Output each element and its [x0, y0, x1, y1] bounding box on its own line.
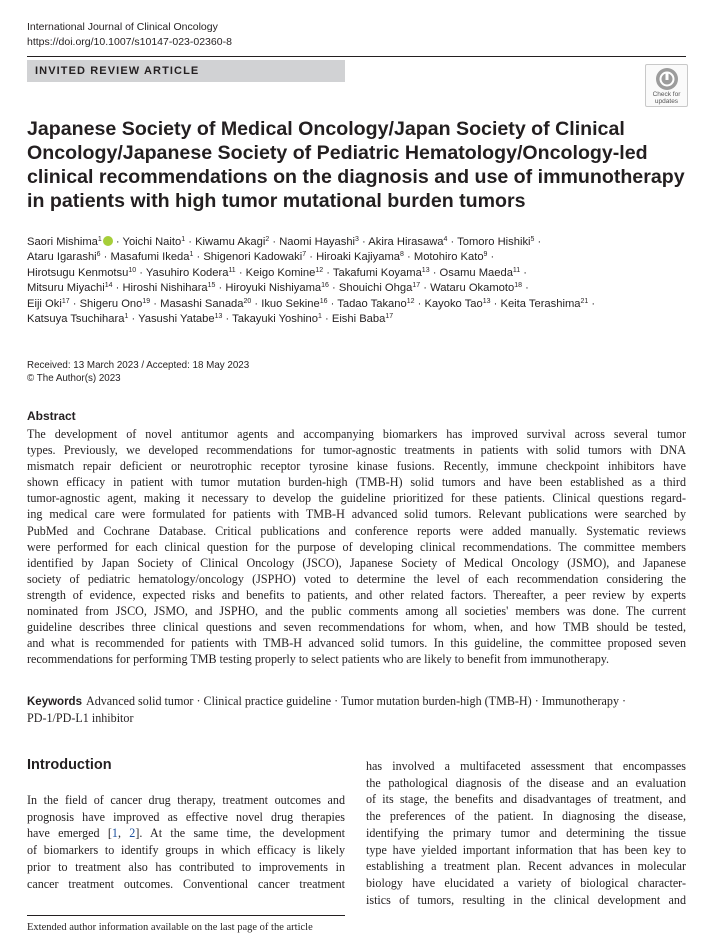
author-name[interactable]: Yoichi Naito	[122, 236, 182, 248]
author-name[interactable]: Shigeru Ono	[79, 297, 143, 310]
author-affiliation-number: 13	[482, 297, 491, 305]
author-separator: ·	[69, 297, 80, 310]
author-name[interactable]: Keita Terashima	[500, 297, 581, 310]
author-separator: ·	[420, 282, 431, 295]
author-name[interactable]: Ataru Igarashi	[27, 251, 97, 264]
author-separator: ·	[269, 236, 280, 248]
author-separator: ·	[235, 266, 246, 279]
author-affiliation-number: 18	[514, 282, 523, 290]
paragraph-line: the preferences of the patient. In diagnosing the disease,	[366, 809, 686, 824]
abstract-line: strength of evidence, expected risks and benefits to patients, and other related factors. Thereafter, a peer review by experts	[27, 587, 686, 602]
paragraph-line: cancer treatment outcomes. Conventional cancer treatment	[27, 876, 345, 891]
author-separator: ·	[112, 282, 123, 295]
author-affiliation-number: 3	[355, 236, 359, 243]
paragraph-line: type have yielded important information that has been key to	[366, 842, 686, 857]
author-affiliation-number: 10	[128, 266, 137, 274]
paragraph-line: prior to treatment also has contributed to improvements in	[27, 859, 345, 874]
author-name[interactable]: Shouichi Ohga	[338, 282, 413, 295]
footnote: Extended author information available on the last page of the article	[27, 922, 313, 933]
author-name[interactable]: Akira Hirasawa	[368, 236, 444, 248]
author-affiliation-number: 1	[318, 313, 322, 321]
author-name[interactable]: Yasuhiro Kodera	[145, 266, 229, 279]
author-name[interactable]: Wataru Okamoto	[430, 282, 515, 295]
abstract-line: mismatch repair deficient or neurotrophic receptor tyrosine kinase fusions. Recently, immune checkpoint inhibitors have	[27, 459, 686, 474]
author-separator: ·	[215, 282, 226, 295]
received-accepted-dates: Received: 13 March 2023 / Accepted: 18 May 2023	[27, 360, 250, 371]
abstract-line: society of pediatric hematology/oncology (JSPHO) voted to determine the level of each recommendation considering the	[27, 571, 686, 586]
author-affiliation-number: 17	[412, 282, 421, 290]
author-list	[27, 235, 687, 327]
author-affiliation-number: 5	[530, 236, 535, 243]
author-affiliation-number: 7	[302, 251, 307, 259]
author-line	[27, 266, 687, 281]
article-title	[27, 117, 685, 213]
author-name[interactable]: Mitsuru Miyachi	[27, 282, 105, 295]
author-affiliation-number: 8	[400, 251, 404, 259]
author-name[interactable]: Motohiro Kato	[413, 251, 484, 264]
author-name[interactable]: Shigenori Kadowaki	[203, 251, 303, 264]
author-name[interactable]: Tadao Takano	[337, 297, 407, 310]
keywords-line1: Advanced solid tumor · Clinical practice guideline · Tumor mutation burden-high (TMB-H) · Immunotherapy ·	[85, 694, 627, 708]
introduction-left-column	[27, 792, 345, 892]
author-name[interactable]: Yasushi Yatabe	[138, 313, 215, 326]
author-name[interactable]: Eiji Oki	[27, 297, 62, 310]
citation-link[interactable]: 2	[129, 826, 136, 841]
abstract-line: recommendations for performing TMB testing properly to select patients who are likely to benefit from immunotherapy.	[27, 652, 610, 667]
author-name[interactable]: Keigo Komine	[245, 266, 316, 279]
header-rule	[27, 56, 686, 57]
author-affiliation-number: 6	[96, 251, 101, 259]
author-separator: ·	[150, 297, 161, 310]
title-line: Japanese Society of Medical Oncology/Japan Society of Clinical	[27, 118, 625, 140]
keywords-line2: PD-1/PD-L1 inhibitor	[27, 711, 134, 726]
author-name[interactable]: Tomoro Hishiki	[457, 236, 531, 248]
check-updates-line1: Check for	[652, 91, 681, 98]
author-affiliation-number: 15	[207, 282, 216, 290]
copyright-notice: © The Author(s) 2023	[27, 373, 121, 384]
author-affiliation-number: 16	[319, 297, 328, 305]
author-affiliation-number: 1	[189, 251, 194, 259]
citation-link[interactable]: 1	[111, 826, 118, 841]
author-separator: ·	[328, 282, 339, 295]
check-for-updates-badge[interactable]	[645, 64, 688, 107]
author-affiliation-number: 14	[104, 282, 113, 290]
author-affiliation-number: 20	[243, 297, 252, 305]
author-separator: ·	[327, 297, 338, 310]
abstract-line: nominated from JSCO, JSMO, and JSPHO, and the public comments among all societies' members was done. The current	[27, 604, 686, 619]
paragraph-line: In the field of cancer drug therapy, treatment outcomes and	[27, 793, 345, 807]
author-name[interactable]: Kayoko Tao	[424, 297, 483, 310]
author-separator: ·	[534, 236, 542, 248]
author-affiliation-number: 12	[315, 266, 324, 274]
author-separator: ·	[222, 313, 233, 326]
introduction-heading: Introduction	[27, 757, 112, 773]
abstract-line: PubMed and Cochrane Database. Critical publications and conference reports were added manually. Systematic reviews	[27, 523, 686, 538]
author-separator: ·	[588, 297, 596, 310]
abstract-line: types. Previously, we developed recommendations for tumor-agnostic treatments in patients with solid tumors with DNA	[27, 443, 686, 458]
title-line: clinical recommendations on the diagnosis and use of immunotherapy	[27, 166, 685, 188]
author-name[interactable]: Eishi Baba	[331, 313, 386, 326]
author-affiliation-number: 16	[321, 282, 329, 290]
author-separator: ·	[100, 251, 111, 264]
abstract-line: shown efficacy in patient with tumor mutation burden-high (TMB-H) solid tumors and have been established as a third	[27, 475, 686, 490]
keywords-label: Keywords	[27, 696, 82, 708]
author-separator: ·	[429, 266, 440, 279]
author-affiliation-number: 17	[385, 313, 394, 321]
abstract-body	[27, 426, 686, 667]
author-separator: ·	[193, 251, 204, 264]
author-line	[27, 281, 687, 296]
abstract-line: identified by Japan Society of Clinical Oncology (JSCO), Japanese Society of Medical Oncology (JSMO), and Japanese	[27, 555, 686, 570]
doi-link[interactable]: https://doi.org/10.1007/s10147-023-02360-8	[27, 36, 232, 48]
author-affiliation-number: 13	[421, 266, 430, 274]
author-line	[27, 312, 687, 327]
author-affiliation-number: 21	[580, 297, 589, 305]
author-affiliation-number: 17	[61, 297, 70, 305]
author-affiliation-number: 13	[214, 313, 223, 321]
author-name[interactable]: Naomi Hayashi	[279, 236, 356, 248]
author-separator: ·	[403, 251, 414, 264]
article-type-label: INVITED REVIEW ARTICLE	[35, 65, 200, 77]
author-separator: ·	[112, 236, 123, 248]
author-affiliation-number: 1	[124, 313, 129, 321]
abstract-line: and what is recommended for patients with TMB-H advanced solid tumors. In this guideline, the committee proposed seven	[27, 636, 686, 651]
journal-name: International Journal of Clinical Oncology	[27, 21, 218, 33]
author-name[interactable]: Takayuki Yoshino	[232, 313, 318, 326]
author-affiliation-number: 4	[443, 236, 448, 243]
paragraph-line: biology have elucidated a variety of biological character-	[366, 875, 686, 890]
author-separator: ·	[487, 251, 495, 264]
author-name[interactable]: Masashi Sanada	[160, 297, 244, 310]
author-name[interactable]: Hiroaki Kajiyama	[316, 251, 401, 264]
author-separator: ·	[490, 297, 501, 310]
paragraph-line: establishing a treatment plan. Recent advances in molecular	[366, 859, 686, 874]
author-separator: ·	[447, 236, 458, 248]
paragraph-line: have emerged [1, 2]. At the same time, the development	[27, 826, 345, 841]
abstract-heading: Abstract	[27, 409, 76, 423]
author-name[interactable]: Masafumi Ikeda	[110, 251, 190, 264]
author-separator: ·	[358, 236, 369, 248]
author-separator: ·	[185, 236, 196, 248]
abstract-line: guideline describes three clinical questions and seven recommendations for whom, when, and how TMB should be tested,	[27, 620, 686, 635]
author-name[interactable]: Osamu Maeda	[439, 266, 513, 279]
footnote-rule	[27, 915, 345, 916]
abstract-line: The development of novel antitumor agents and accompanying biomarkers has improved survival across several tumor	[27, 427, 686, 441]
author-separator: ·	[128, 313, 139, 326]
author-affiliation-number: 1	[181, 236, 186, 243]
author-affiliation-number: 12	[406, 297, 415, 305]
keywords-section	[27, 693, 687, 726]
author-line	[27, 297, 687, 312]
orcid-icon[interactable]	[103, 236, 113, 246]
title-line: in patients with high tumor mutational burden tumors	[27, 190, 526, 212]
author-separator: ·	[323, 266, 333, 279]
author-separator: ·	[251, 297, 262, 310]
author-line	[27, 250, 687, 265]
paragraph-line: istics of tumors, resulting in the clinical development and	[366, 892, 686, 907]
author-name[interactable]: Ikuo Sekine	[261, 297, 320, 310]
author-name[interactable]: Hiroyuki Nishiyama	[225, 282, 322, 295]
author-name[interactable]: Hirotsugu Kenmotsu	[27, 266, 129, 279]
introduction-right-column	[366, 758, 686, 908]
author-name[interactable]: Takafumi Koyama	[332, 266, 422, 279]
author-name[interactable]: Saori Mishima	[27, 236, 98, 248]
abstract-line: were performed for each clinical question for the purpose of developing clinical recommendations. The committee members	[27, 539, 686, 554]
paragraph-line: of biomarkers to identify groups in which efficacy is likely	[27, 843, 345, 858]
check-updates-line2: updates	[654, 98, 679, 105]
author-separator: ·	[414, 297, 425, 310]
author-separator: ·	[306, 251, 317, 264]
author-affiliation-number: 9	[483, 251, 488, 259]
check-updates-icon	[656, 68, 678, 90]
title-line: Oncology/Japanese Society of Pediatric Hematology/Oncology-led	[27, 142, 648, 164]
author-line	[27, 235, 687, 250]
abstract-line: ing medical care were formulated for patients with TMB-H advanced solid tumors. Relevant publications were searched by	[27, 507, 686, 522]
author-affiliation-number: 1	[97, 236, 102, 243]
paragraph-line: the pathological diagnosis of the disease and an evaluation	[366, 775, 686, 790]
article-type-banner	[27, 60, 345, 82]
author-affiliation-number: 19	[142, 297, 151, 305]
author-separator: ·	[321, 313, 332, 326]
author-separator: ·	[136, 266, 146, 279]
author-affiliation-number: 2	[265, 236, 270, 243]
author-name[interactable]: Katsuya Tsuchihara	[27, 313, 125, 326]
paragraph-line: prognosis have improved as effective novel drug therapies	[27, 809, 345, 824]
author-affiliation-number: 11	[512, 266, 521, 274]
paragraph-line: has involved a multifaceted assessment that encompasses	[366, 759, 686, 773]
author-name[interactable]: Hiroshi Nishihara	[122, 282, 208, 295]
author-affiliation-number: 11	[228, 266, 236, 274]
author-separator: ·	[522, 282, 529, 295]
author-separator: ·	[520, 266, 528, 279]
abstract-line: tumor-agnostic agent, making it necessary to develop the guideline prioritized for these patients. Clinical questions regard-	[27, 491, 686, 506]
author-name[interactable]: Kiwamu Akagi	[195, 236, 266, 248]
paragraph-line: of its stage, the benefits and disadvantages of treatment, and	[366, 792, 686, 807]
paragraph-line: identifying the primary tumor and determining the tissue	[366, 825, 686, 840]
